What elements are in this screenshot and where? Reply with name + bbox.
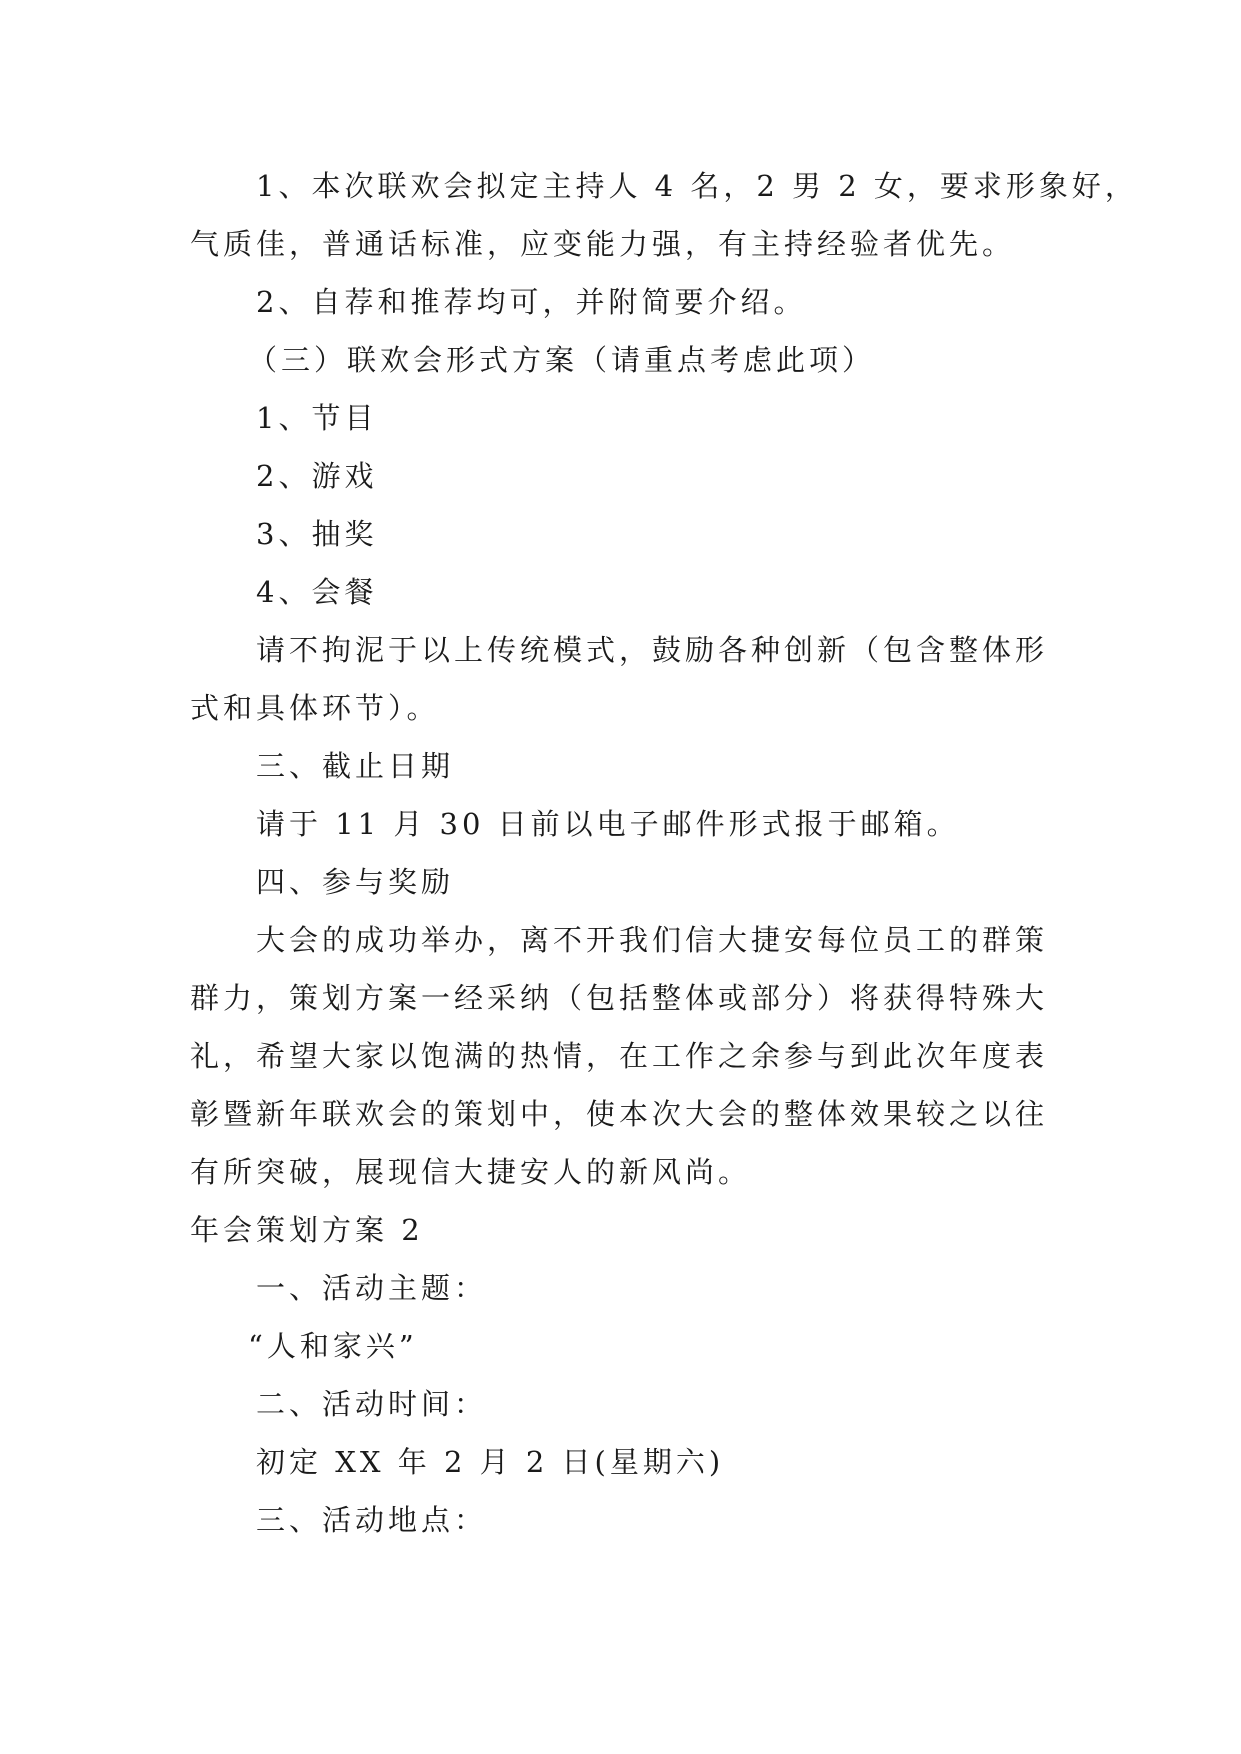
list-item: 3、抽奖	[256, 517, 378, 551]
section-heading: 三、截止日期	[256, 749, 455, 783]
text-line: 请于 11 月 30 日前以电子邮件形式报于邮箱。	[256, 807, 960, 841]
list-item: 4、会餐	[256, 575, 378, 609]
text-line: 气质佳，普通话标准，应变能力强，有主持经验者优先。	[190, 227, 1016, 261]
list-item: 2、游戏	[256, 459, 378, 493]
section-heading: 三、活动地点：	[256, 1503, 488, 1537]
section-heading: （三）联欢会形式方案（请重点考虑此项）	[248, 343, 876, 377]
list-item: 1、节目	[256, 401, 378, 435]
document-title: 年会策划方案 2	[190, 1213, 424, 1247]
text-line: “人和家兴”	[248, 1329, 418, 1363]
text-line: 请不拘泥于以上传统模式，鼓励各种创新（包含整体形	[256, 633, 1049, 667]
text-line: 初定 XX 年 2 月 2 日(星期六)	[256, 1445, 725, 1479]
text-line: 群力，策划方案一经采纳（包括整体或部分）将获得特殊大	[190, 981, 1049, 1015]
text-line: 式和具体环节）。	[190, 691, 440, 725]
text-line: 大会的成功举办，离不开我们信大捷安每位员工的群策	[256, 923, 1049, 957]
section-heading: 二、活动时间：	[256, 1387, 488, 1421]
text-line: 2、自荐和推荐均可，并附简要介绍。	[256, 285, 807, 319]
section-heading: 一、活动主题：	[256, 1271, 488, 1305]
text-line: 礼，希望大家以饱满的热情，在工作之余参与到此次年度表	[190, 1039, 1049, 1073]
section-heading: 四、参与奖励	[256, 865, 455, 899]
text-line: 彰暨新年联欢会的策划中，使本次大会的整体效果较之以往	[190, 1097, 1049, 1131]
text-line: 1、本次联欢会拟定主持人 4 名，2 男 2 女，要求形象好，	[256, 169, 1138, 203]
text-line: 有所突破，展现信大捷安人的新风尚。	[190, 1155, 752, 1189]
